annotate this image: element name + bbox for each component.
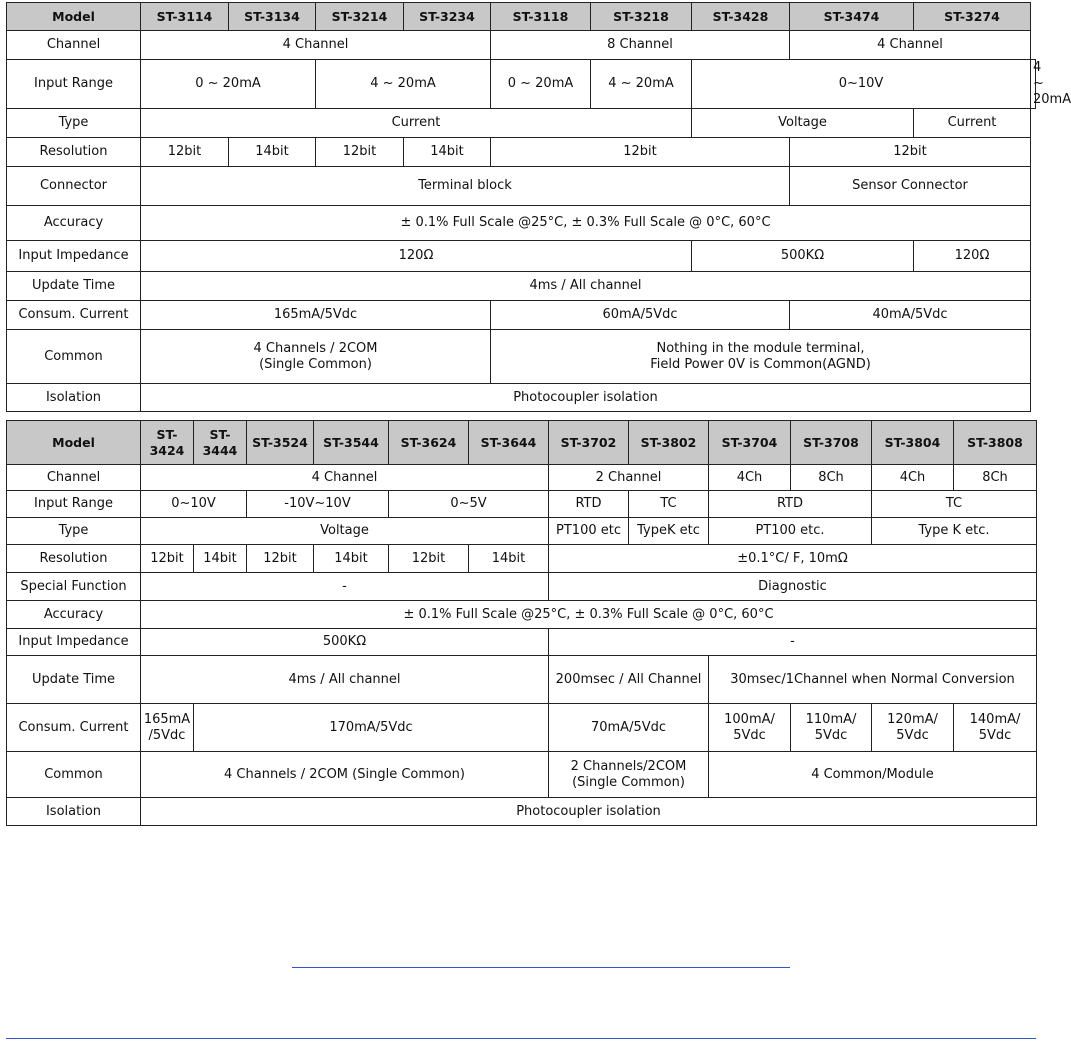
table-row [7, 301, 1036, 330]
table-cell [141, 330, 491, 384]
table-cell: 40mA/5Vdc [790, 301, 1031, 330]
header-cell: ST- 3424 [141, 421, 194, 465]
link-underline [292, 967, 790, 968]
table-row [7, 167, 1036, 206]
cell-line: Nothing in the module terminal, [656, 340, 865, 356]
header-cell: ST-3708 [791, 421, 872, 465]
table-row [7, 798, 1037, 826]
table-cell: Terminal block [141, 167, 790, 206]
table-cell: RTD [709, 491, 872, 518]
row-label: Accuracy [7, 206, 141, 241]
spec-table-1 [6, 2, 1071, 412]
table-row [7, 465, 1037, 491]
table-cell: 4 Channels / 2COM (Single Common) [141, 752, 549, 798]
table-cell: 4 Channel [141, 31, 491, 60]
table-cell: 120mA/ 5Vdc [872, 704, 954, 752]
cell-line: (Single Common) [572, 774, 685, 790]
table-cell: 12bit [316, 138, 404, 167]
table-row [7, 330, 1036, 384]
header-cell: ST-3274 [914, 3, 1031, 31]
table-row [7, 518, 1037, 545]
table-cell: ±0.1°C/ F, 10mΩ [549, 545, 1037, 573]
table-cell: 165mA/5Vdc [141, 301, 491, 330]
table-cell: 4Ch [709, 465, 791, 491]
table-cell: 14bit [404, 138, 491, 167]
table-cell: 14bit [194, 545, 247, 573]
table-cell: 4ms / All channel [141, 272, 1031, 301]
table-cell: 12bit [790, 138, 1031, 167]
row-label: Channel [7, 31, 141, 60]
table-cell: 2 Channel [549, 465, 709, 491]
header-cell: ST-3624 [389, 421, 469, 465]
table-cell: TC [872, 491, 1037, 518]
header-cell: ST- 3444 [194, 421, 247, 465]
table-cell: 14bit [229, 138, 316, 167]
table-cell: 0 ~ 20mA [141, 60, 316, 109]
table-cell: ± 0.1% Full Scale @25°C, ± 0.3% Full Scale @ 0°C, 60°C [141, 601, 1037, 629]
header-cell: ST-3234 [404, 3, 491, 31]
table-cell: TypeK etc [629, 518, 709, 545]
table-row [7, 545, 1037, 573]
table-cell: Diagnostic [549, 573, 1037, 601]
table-cell: Photocoupler isolation [141, 798, 1037, 826]
table-cell: Photocoupler isolation [141, 384, 1031, 412]
table-row [7, 656, 1037, 704]
table-cell: Sensor Connector [790, 167, 1031, 206]
header-cell: ST-3644 [469, 421, 549, 465]
table-cell: 8Ch [954, 465, 1037, 491]
row-label: Connector [7, 167, 141, 206]
row-label: Accuracy [7, 601, 141, 629]
spec-table-2 [6, 420, 1037, 826]
table-row [7, 272, 1036, 301]
table-cell: -10V~10V [247, 491, 389, 518]
table-header-row [7, 421, 1037, 465]
header-cell: ST-3214 [316, 3, 404, 31]
table-cell: 8Ch [791, 465, 872, 491]
header-cell: ST-3704 [709, 421, 791, 465]
table-cell: 12bit [141, 138, 229, 167]
table-cell: 140mA/ 5Vdc [954, 704, 1037, 752]
row-label: Common [7, 330, 141, 384]
header-cell: ST-3118 [491, 3, 591, 31]
cell-line: (Single Common) [259, 356, 372, 372]
row-label: Consum. Current [7, 301, 141, 330]
table-cell: ± 0.1% Full Scale @25°C, ± 0.3% Full Scale @ 0°C, 60°C [141, 206, 1031, 241]
row-label: Update Time [7, 656, 141, 704]
table-cell: 500KΩ [141, 629, 549, 656]
row-label: Update Time [7, 272, 141, 301]
table-cell: 0~10V [692, 60, 1031, 109]
table-cell [491, 330, 1031, 384]
table-cell: 4 ~ 20mA [591, 60, 692, 109]
table-cell: - [141, 573, 549, 601]
header-cell: ST-3808 [954, 421, 1037, 465]
row-label: Input Range [7, 60, 141, 109]
table-cell: 12bit [141, 545, 194, 573]
row-label: Isolation [7, 384, 141, 412]
table-cell: Current [141, 109, 692, 138]
table-row [7, 629, 1037, 656]
table-cell [549, 752, 709, 798]
header-cell: ST-3804 [872, 421, 954, 465]
header-cell: ST-3702 [549, 421, 629, 465]
table-cell: 4 ~ 20mA [1031, 60, 1036, 109]
table-cell: 14bit [314, 545, 389, 573]
table-cell: PT100 etc. [709, 518, 872, 545]
table-cell: 165mA /5Vdc [141, 704, 194, 752]
header-cell: Model [7, 3, 141, 31]
table-cell: PT100 etc [549, 518, 629, 545]
table-cell: Current [914, 109, 1031, 138]
table-cell: 4 Channel [790, 31, 1031, 60]
table-cell: Voltage [141, 518, 549, 545]
table-row [7, 31, 1036, 60]
header-cell: ST-3544 [314, 421, 389, 465]
footer-divider [6, 1038, 1036, 1039]
table-cell: 0 ~ 20mA [491, 60, 591, 109]
header-cell: ST-3524 [247, 421, 314, 465]
table-cell: 8 Channel [491, 31, 790, 60]
row-label: Consum. Current [7, 704, 141, 752]
table-cell: 4 Common/Module [709, 752, 1037, 798]
table-cell: 0~10V [141, 491, 247, 518]
table-row [7, 704, 1037, 752]
table-cell: 500KΩ [692, 241, 914, 272]
row-label: Channel [7, 465, 141, 491]
row-label: Isolation [7, 798, 141, 826]
table-header-row [7, 3, 1036, 31]
row-label: Type [7, 518, 141, 545]
table-cell: 14bit [469, 545, 549, 573]
table-row [7, 601, 1037, 629]
table-cell: 0~5V [389, 491, 549, 518]
cell-line: 2 Channels/2COM [570, 758, 687, 774]
table-cell: 70mA/5Vdc [549, 704, 709, 752]
header-cell: ST-3802 [629, 421, 709, 465]
table-cell: 4Ch [872, 465, 954, 491]
table-cell: Voltage [692, 109, 914, 138]
table-cell: 170mA/5Vdc [194, 704, 549, 752]
table-cell: RTD [549, 491, 629, 518]
row-label: Type [7, 109, 141, 138]
cell-line: Field Power 0V is Common(AGND) [650, 356, 871, 372]
table-cell: 60mA/5Vdc [491, 301, 790, 330]
header-cell: Model [7, 421, 141, 465]
table-cell: 4ms / All channel [141, 656, 549, 704]
row-label: Input Range [7, 491, 141, 518]
row-label: Common [7, 752, 141, 798]
table-cell: 30msec/1Channel when Normal Conversion [709, 656, 1037, 704]
table-cell: 12bit [491, 138, 790, 167]
table-cell: 4 Channel [141, 465, 549, 491]
table-cell: Type K etc. [872, 518, 1037, 545]
row-label: Resolution [7, 545, 141, 573]
header-cell: ST-3428 [692, 3, 790, 31]
row-label: Resolution [7, 138, 141, 167]
table-row [7, 491, 1037, 518]
table-row [7, 60, 1036, 109]
table-cell: 12bit [389, 545, 469, 573]
table-cell: 4 ~ 20mA [316, 60, 491, 109]
header-cell: ST-3134 [229, 3, 316, 31]
table-cell: - [549, 629, 1037, 656]
header-cell: ST-3218 [591, 3, 692, 31]
row-label: Special Function [7, 573, 141, 601]
table-cell: 12bit [247, 545, 314, 573]
table-cell: 110mA/ 5Vdc [791, 704, 872, 752]
table-cell: 120Ω [914, 241, 1031, 272]
header-cell: ST-3114 [141, 3, 229, 31]
cell-line: 4 Channels / 2COM [253, 340, 378, 356]
table-row [7, 138, 1036, 167]
table-cell: 120Ω [141, 241, 692, 272]
table-row [7, 573, 1037, 601]
table-cell: 200msec / All Channel [549, 656, 709, 704]
table-row [7, 206, 1036, 241]
header-cell: ST-3474 [790, 3, 914, 31]
table-row [7, 384, 1036, 412]
table-row [7, 109, 1036, 138]
table-row [7, 241, 1036, 272]
table-cell: 100mA/ 5Vdc [709, 704, 791, 752]
row-label: Input Impedance [7, 629, 141, 656]
row-label: Input Impedance [7, 241, 141, 272]
table-row [7, 752, 1037, 798]
table-cell: TC [629, 491, 709, 518]
